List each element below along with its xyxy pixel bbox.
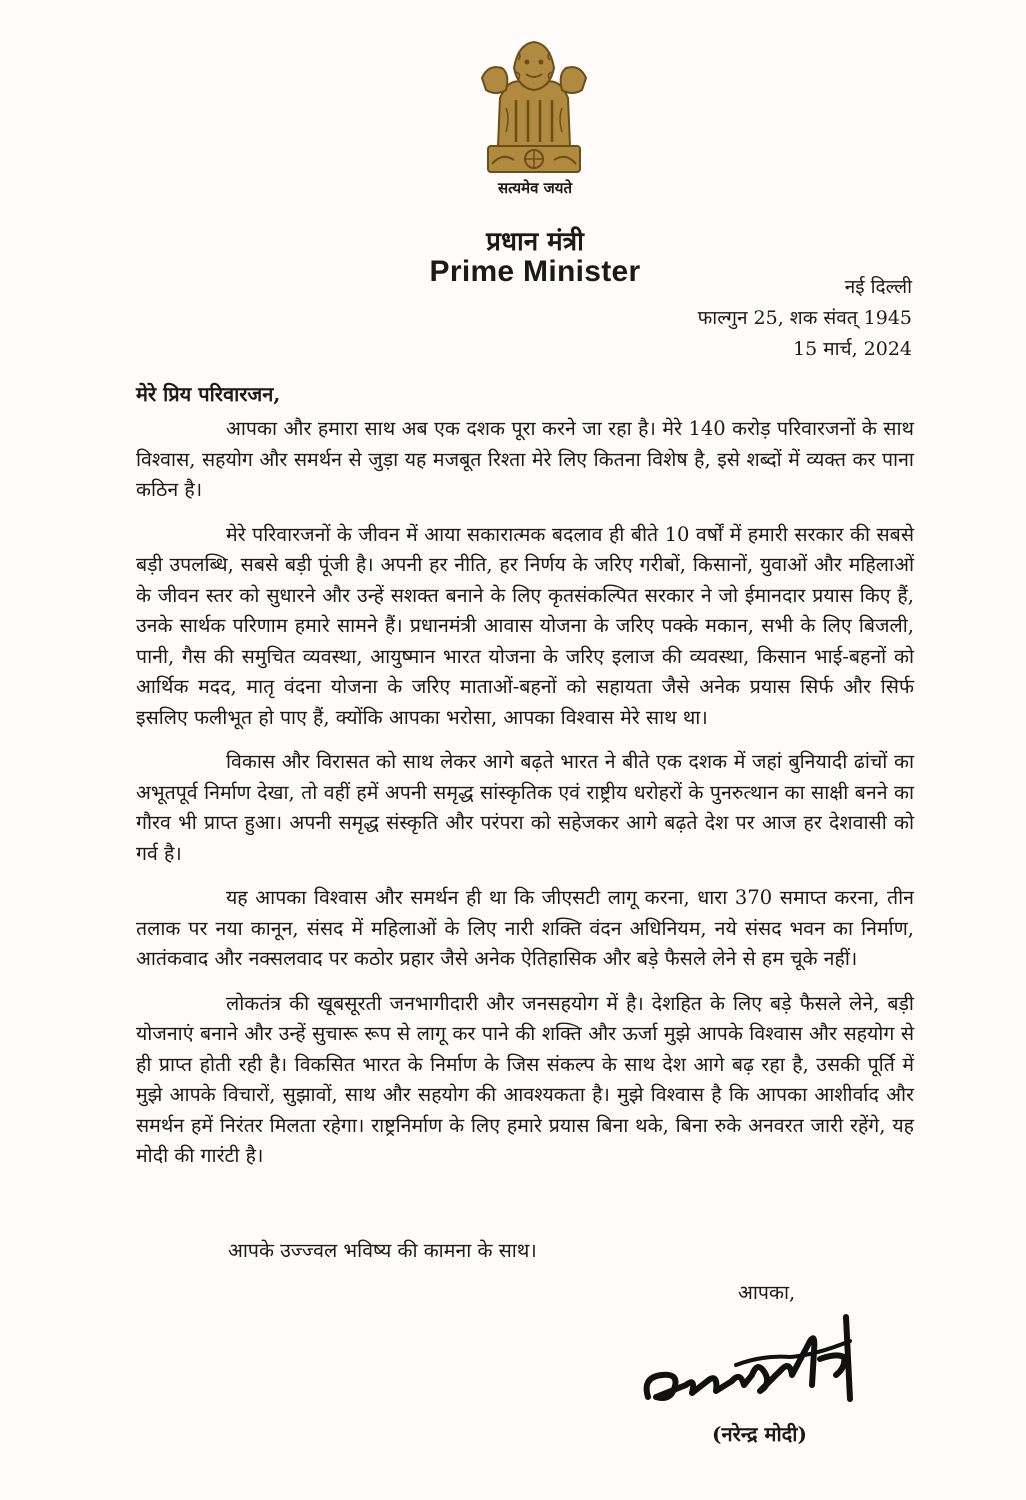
national-emblem-icon (478, 38, 590, 178)
office-title-english: Prime Minister (429, 255, 641, 288)
place: नई दिल्ली (844, 276, 912, 298)
saka-date: फाल्गुन 25, शक संवत् 1945 (697, 307, 912, 329)
letter-body (136, 414, 914, 1186)
signatory-name: (नरेन्द्र मोदी) (712, 1422, 807, 1446)
paragraph: यह आपका विश्वास और समर्थन ही था कि जीएसटी लागू करना, धारा 370 समाप्त करना, तीन तलाक पर नया कानून, संसद में महिलाओं के लिए नारी शक्ति वंदन अधिनियम, नये संसद भवन का निर्माण, आतंकवाद और नक्सलवाद पर कठोर प्रहार जैसे अनेक ऐतिहासिक और बड़े फैसले लेने से हम चूके नहीं। (136, 886, 914, 970)
paragraph: मेरे परिवारजनों के जीवन में आया सकारात्मक बदलाव ही बीते 10 वर्षों में हमारी सरकार की सबसे बड़ी उपलब्धि, सबसे बड़ी पूंजी है। अपनी हर नीति, हर निर्णय के जरिए गरीबों, किसानों, युवाओं और महिलाओं के जीवन स्तर को सुधारने और उन्हें सशक्त बनाने के लिए कृतसंकल्पित सरकार ने जो ईमानदार प्रयास किए हैं, उनके सार्थक परिणाम हमारे सामने हैं। प्रधानमंत्री आवास योजना के जरिए पक्के मकान, सभी के लिए बिजली, पानी, गैस की समुचित व्यवस्था, आयुष्मान भारत योजना के जरिए इलाज की व्यवस्था, किसान भाई-बहनों को आर्थिक मदद, मातृ वंदना योजना के जरिए माताओं-बहनों को सहायता जैसे अनेक प्रयास सिर्फ और सिर्फ इसलिए फलीभूत हो पाए हैं, क्योंकि आपका भरोसा, आपका विश्वास मेरे साथ था। (136, 522, 914, 729)
paragraph: लोकतंत्र की खूबसूरती जनभागीदारी और जनसहयोग में है। देशहित के लिए बड़े फैसले लेने, बड़ी योजनाएं बनाने और उन्हें सुचारू रूप से लागू कर पाने की शक्ति और ऊर्जा मुझे आपके विश्वास और सहयोग से ही प्राप्त होती रही है। विकसित भारत के निर्माण के जिस संकल्प के साथ देश आगे बढ़ रहा है, उसकी पूर्ति में मुझे आपके विचारों, सुझावों, साथ और सहयोग की आवश्यकता है। मुझे विश्वास है कि आपका आशीर्वाद और समर्थन हमें निरंतर मिलता रहेगा। राष्ट्रनिर्माण के लिए हमारे प्रयास बिना थके, बिना रुके अनवरत जारी रहेंगे, यह मोदी की गारंटी है। (136, 991, 914, 1167)
paragraph: विकास और विरासत को साथ लेकर आगे बढ़ते भारत ने बीते एक दशक में जहां बुनियादी ढांचों का अभूतपूर्व निर्माण देखा, तो वहीं हमें अपनी समृद्ध सांस्कृतिक एवं राष्ट्रीय धरोहरों के पुनरुत्थान का साक्षी बनने का गौरव भी प्राप्त हुआ। अपनी समृद्ध संस्कृति और परंपरा को सहेजकर आगे बढ़ते देश पर आज हर देशवासी को गर्व है। (136, 750, 914, 865)
closing-line: आपके उज्ज्वल भविष्य की कामना के साथ। (228, 1239, 537, 1262)
handwritten-signature-icon (640, 1305, 870, 1415)
gregorian-date: 15 मार्च, 2024 (793, 338, 912, 360)
paragraph: आपका और हमारा साथ अब एक दशक पूरा करने जा रहा है। मेरे 140 करोड़ परिवारजनों के साथ विश्वास, सहयोग और समर्थन से जुड़ा यह मजबूत रिश्ता मेरे लिए कितना विशेष है, इसे शब्दों में व्यक्त कर पाना कठिन है। (136, 417, 914, 501)
salutation: मेरे प्रिय परिवारजन, (136, 382, 281, 406)
place-date-block (698, 272, 912, 365)
office-title-hindi: प्रधान मंत्री (486, 227, 584, 257)
emblem-motto: सत्यमेव जयते (497, 179, 573, 197)
yours-line: आपका, (738, 1281, 796, 1304)
